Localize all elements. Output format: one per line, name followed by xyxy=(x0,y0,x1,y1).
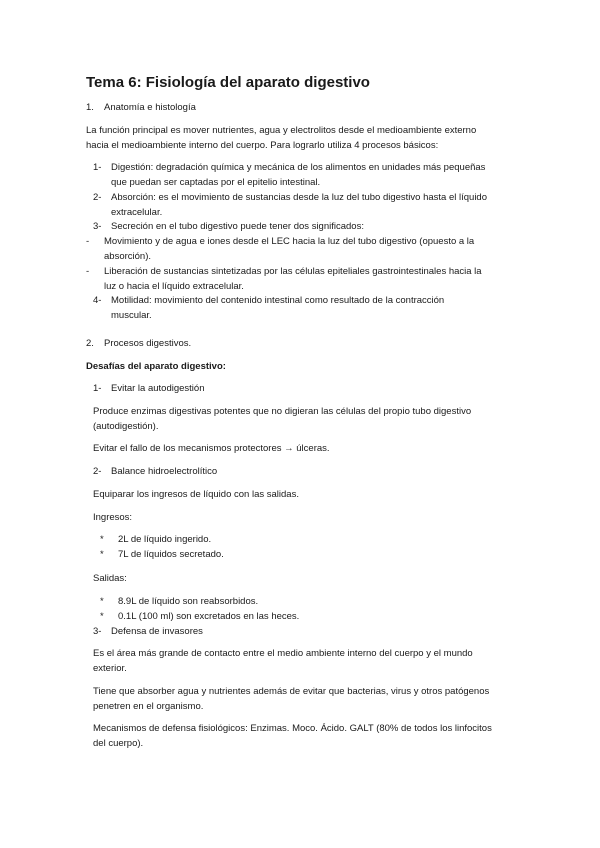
challenge-3-paragraph-1-line-1: Es el área más grande de contacto entre el medio ambiente interno del cuerpo y el mundo xyxy=(93,648,473,659)
challenge-3-paragraph-1-line-2: exterior. xyxy=(93,663,127,674)
challenge-1-title: Evitar la autodigestión xyxy=(111,383,205,394)
ingresos-item-2: 7L de líquidos secretado. xyxy=(118,549,224,560)
list-item-motility-line-1: Motilidad: movimiento del contenido intestinal como resultado de la contracción xyxy=(111,295,445,306)
list-item-secretion-line-1: Secreción en el tubo digestivo puede tener dos significados: xyxy=(111,221,364,232)
challenge-number: 2- xyxy=(93,466,102,477)
sub-item-2-line-2: luz o hacia el líquido extracelular. xyxy=(104,281,244,292)
challenge-3-paragraph-2-line-2: penetren en el organismo. xyxy=(93,701,204,712)
challenge-2-title: Balance hidroelectrolítico xyxy=(111,466,218,477)
ingresos-label: Ingresos: xyxy=(93,512,133,523)
section-2-heading: Procesos digestivos. xyxy=(104,338,192,349)
challenge-1-paragraph-line-2: (autodigestión). xyxy=(93,421,159,432)
star-bullet: * xyxy=(100,534,104,545)
salidas-item-2: 0.1L (100 ml) son excretados en las heces. xyxy=(118,611,300,622)
star-bullet: * xyxy=(100,611,104,622)
list-item-number: 3- xyxy=(93,221,102,232)
list-item-digestion-line-2: que puedan ser captadas por el epitelio intestinal. xyxy=(111,177,321,188)
ingresos-item-1: 2L de líquido ingerido. xyxy=(118,534,212,545)
sub-item-1-line-2: absorción). xyxy=(104,251,151,262)
dash-bullet: - xyxy=(86,266,90,277)
challenge-number: 1- xyxy=(93,383,102,394)
list-item-number: 4- xyxy=(93,295,102,306)
list-item-absorption-line-1: Absorción: es el movimiento de sustancias desde la luz del tubo digestivo hasta el líquido xyxy=(111,192,487,203)
challenges-heading: Desafías del aparato digestivo: xyxy=(86,361,226,372)
page-title: Tema 6: Fisiología del aparato digestivo xyxy=(86,74,370,91)
section-1-number: 1. xyxy=(86,102,94,113)
challenge-1-paragraph-line-1: Produce enzimas digestivas potentes que no digieran las células del propio tubo digestivo xyxy=(93,406,472,417)
challenge-2-paragraph: Equiparar los ingresos de líquido con las salidas. xyxy=(93,489,299,500)
challenge-3-paragraph-3-line-2: del cuerpo). xyxy=(93,738,144,749)
salidas-item-1: 8.9L de líquido son reabsorbidos. xyxy=(118,596,259,607)
list-item-digestion-line-1: Digestión: degradación química y mecánica de los alimentos en unidades más pequeñas xyxy=(111,162,486,173)
challenge-3-paragraph-3-line-1: Mecanismos de defensa fisiológicos: Enzimas. Moco. Ácido. GALT (80% de todos los linfocitos xyxy=(93,723,492,734)
list-item-motility-line-2: muscular. xyxy=(111,310,152,321)
salidas-label: Salidas: xyxy=(93,573,127,584)
list-item-number: 1- xyxy=(93,162,102,173)
challenge-3-title: Defensa de invasores xyxy=(111,626,203,637)
intro-paragraph-line-2: hacia el medioambiente interno del cuerpo. Para lograrlo utiliza 4 procesos básicos: xyxy=(86,140,439,151)
list-item-absorption-line-2: extracelular. xyxy=(111,207,163,218)
intro-paragraph-line-1: La función principal es mover nutrientes, agua y electrolitos desde el medioambiente externo xyxy=(86,125,477,136)
section-1-heading: Anatomía e histología xyxy=(104,102,196,113)
challenge-number: 3- xyxy=(93,626,102,637)
star-bullet: * xyxy=(100,596,104,607)
section-2-number: 2. xyxy=(86,338,94,349)
list-item-number: 2- xyxy=(93,192,102,203)
sub-item-1-line-1: Movimiento y de agua e iones desde el LEC hacia la luz del tubo digestivo (opuesto a la xyxy=(104,236,475,247)
sub-item-2-line-1: Liberación de sustancias sintetizadas por las células epiteliales gastrointestinales hacia la xyxy=(104,266,482,277)
challenge-3-paragraph-2-line-1: Tiene que absorber agua y nutrientes además de evitar que bacterias, virus y otros patógenos xyxy=(93,686,490,697)
challenge-1-paragraph-2: Evitar el fallo de los mecanismos protectores → úlceras. xyxy=(93,443,330,454)
star-bullet: * xyxy=(100,549,104,560)
dash-bullet: - xyxy=(86,236,90,247)
